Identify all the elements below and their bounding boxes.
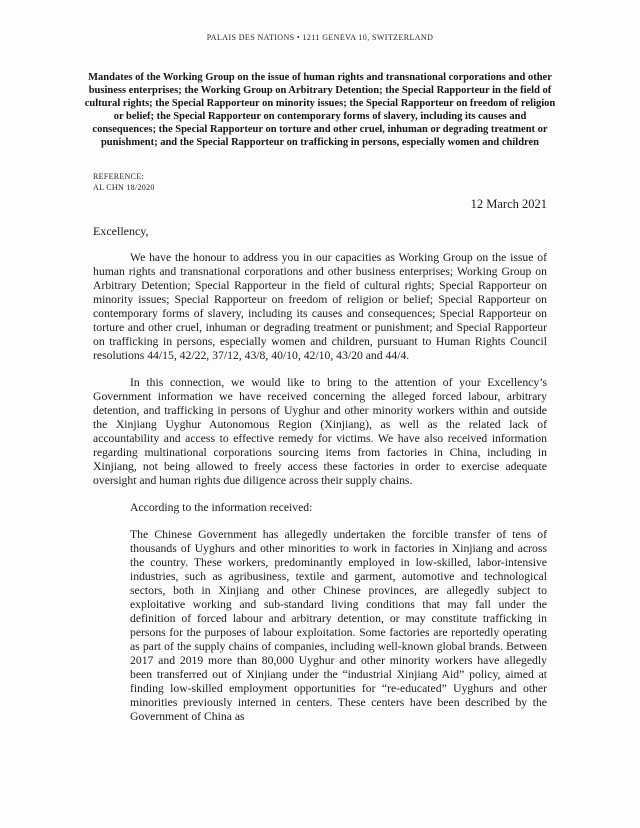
reference-number: AL CHN 18/2020 bbox=[93, 182, 155, 192]
reference-block bbox=[93, 172, 155, 193]
body-paragraph-1: We have the honour to address you in our capacities as Working Group on the issue of human rights and transnational corporations and other business enterprises; Working Group on Arbitrary Detention; Special Rapporteur in the field of cultural rights; Special Rapporteur on minority issues; Special Rapporteur on freedom of religion or belief; Special Rapporteur on contemporary forms of slavery, including its causes and consequences; Special Rapporteur on torture and other cruel, inhuman or degrading treatment or punishment; and Special Rapporteur on trafficking in persons, especially women and children, pursuant to Human Rights Council resolutions 44/15, 42/22, 37/12, 43/8, 40/10, 42/10, 43/20 and 44/4. bbox=[93, 251, 547, 362]
quote-paragraph: The Chinese Government has allegedly undertaken the forcible transfer of tens of thousands of Uyghurs and other minorities to work in factories in Xinjiang and across the country. These workers, predominantly employed in low-skilled, labor-intensive industries, such as agribusiness, textile and garment, automotive and technological sectors, both in Xinjiang and other Chinese provinces, are allegedly subject to exploitative working and sub-standard living conditions that may fall under the definition of forced labour and arbitrary detention, or may constitute trafficking in persons for the purposes of labour exploitation. Some factories are reportedly operating as part of the supply chains of companies, including well-known global brands. Between 2017 and 2019 more than 80,000 Uyghur and other minority workers have allegedly been transferred out of Xinjiang under the “industrial Xinjiang Aid” policy, aimed at finding low-skilled employment opportunities for “re-educated” Uyghurs and other minorities previously interned in centers. These centers have been described by the Government of China as bbox=[130, 528, 547, 723]
reference-label: REFERENCE: bbox=[93, 172, 145, 181]
mandates-header: Mandates of the Working Group on the issue of human rights and transnational corporations and other business enterprises; the Working Group on Arbitrary Detention; the Special Rapporteur in the field of cultural rights; the Special Rapporteur on minority issues; the Special Rapporteur on freedom of religion or belief; the Special Rapporteur on contemporary forms of slavery, including its causes and consequences; the Special Rapporteur on torture and other cruel, inhuman or degrading treatment or punishment; and the Special Rapporteur on trafficking in persons, especially women and children bbox=[84, 72, 556, 148]
quote-intro: According to the information received: bbox=[130, 501, 313, 514]
letter-body bbox=[93, 224, 547, 737]
letter-date: 12 March 2021 bbox=[470, 197, 547, 211]
body-paragraph-2: In this connection, we would like to bring to the attention of your Excellency’s Government information we have received concerning the alleged forced labour, arbitrary detention, and trafficking in persons of Uyghur and other minority workers within and outside the Xinjiang Uyghur Autonomous Region (Xinjiang), as well as the related lack of accountability and access to effective remedy for victims. We have also received information regarding multinational corporations sourcing items from factories in China, including in Xinjiang, not being allowed to freely access these factories in order to exercise adequate oversight and human rights due diligence across their supply chains. bbox=[93, 376, 547, 487]
letterhead: PALAIS DES NATIONS • 1211 GENEVA 10, SWITZERLAND bbox=[206, 33, 434, 42]
salutation: Excellency, bbox=[93, 224, 149, 238]
